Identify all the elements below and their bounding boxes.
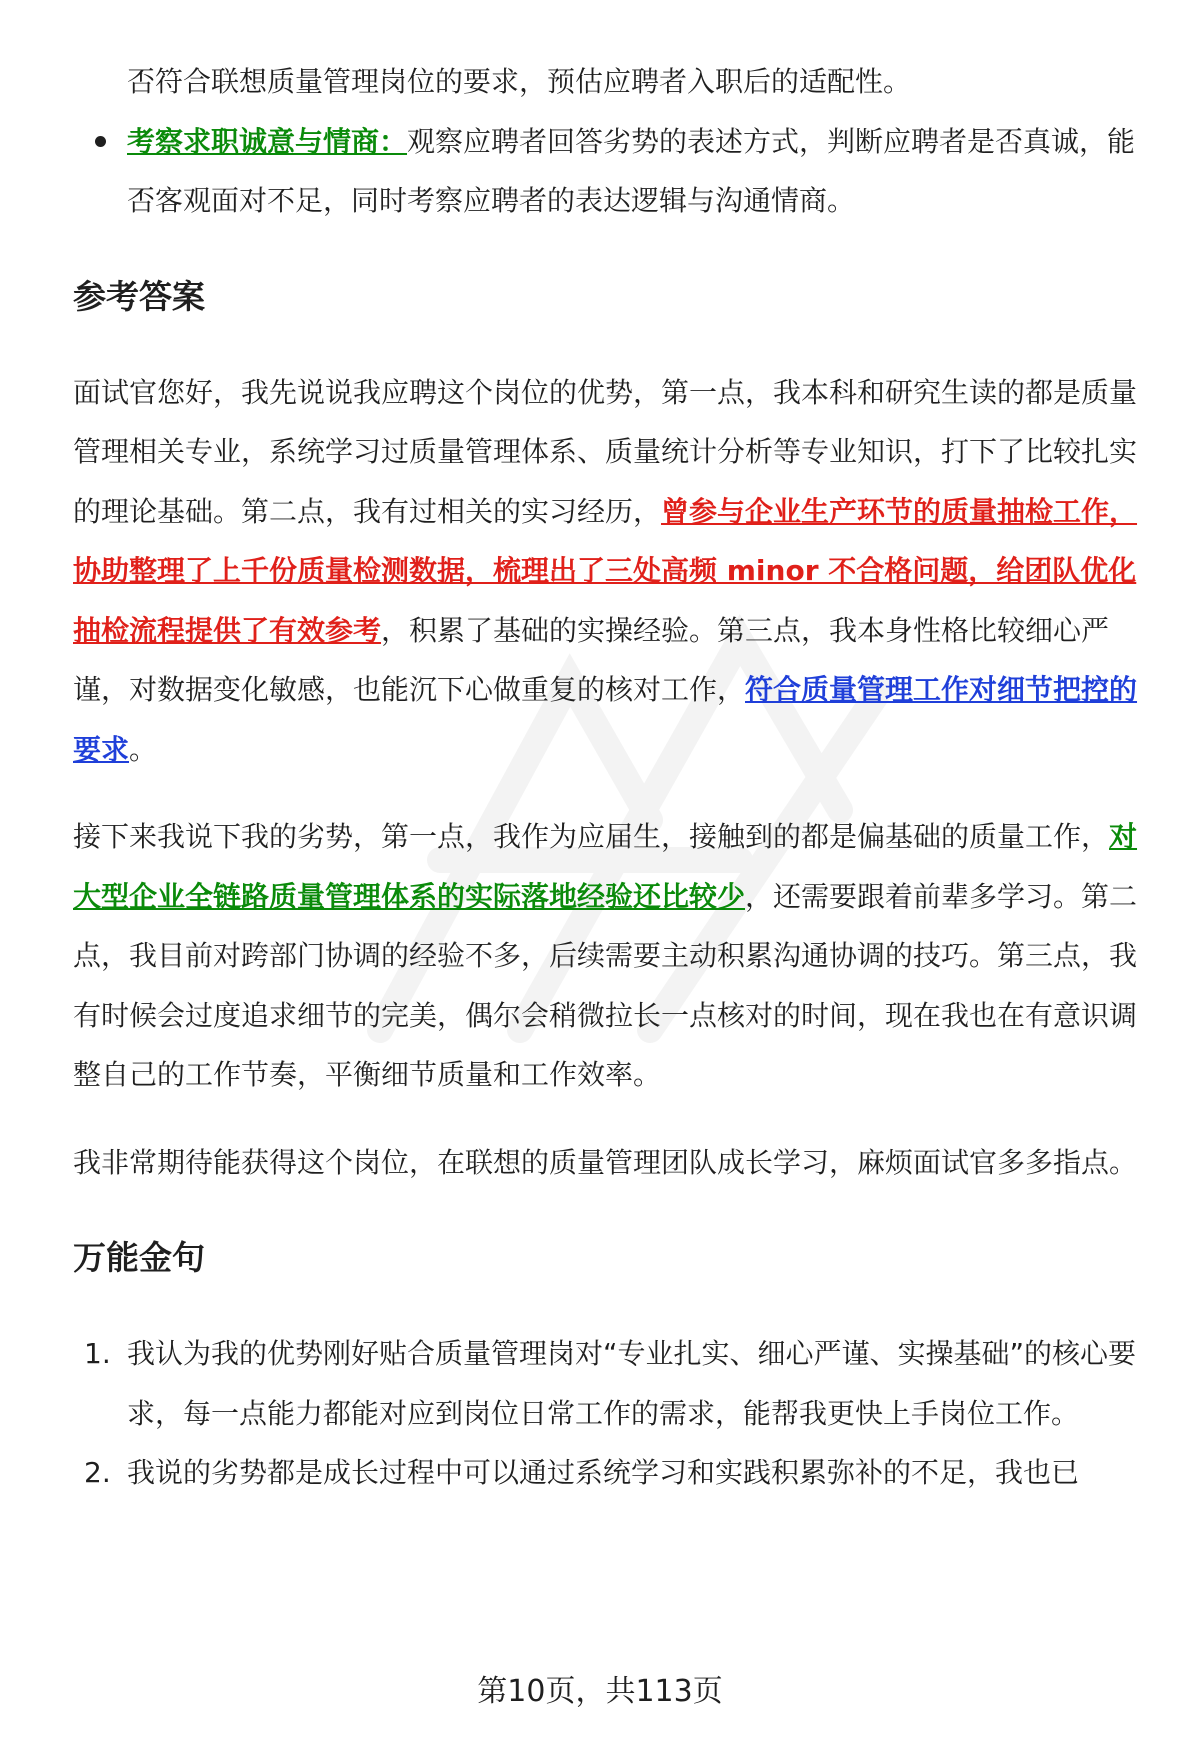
highlight-internship: 曾参与企业生产环节的质量抽检工作，协助整理了上千份质量检测数据，梳理出了三处高频 minor 不合格问题，给团队优化抽检流程提供了有效参考 <box>73 494 1138 647</box>
section-heading-answer: 参考答案 <box>73 276 205 316</box>
answer-text: 面试官您好，我先说说我应聘这个岗位的优势，第一点，我本科和研究生读的都是质量管理相关专业，系统学习过质量管理体系、质量统计分析等专业知识，打下了比较扎实的理论基础。第二点，我有过相关的实习经历， <box>73 375 1138 528</box>
bullet-text: 观察应聘者回答劣势的表述方式，判断应聘者是否真诚，能否客观面对不足，同时考察应聘者的表达逻辑与沟通情商。 <box>127 124 1136 217</box>
section-heading-golden: 万能金句 <box>73 1238 205 1277</box>
bullet-label: 考察求职诚意与情商： <box>127 124 408 158</box>
answer-text: ，还需要跟着前辈多学习。第二点，我目前对跨部门协调的经验不多，后续需要主动积累沟通协调的技巧。第三点，我有时候会过度追求细节的完美，偶尔会稍微拉长一点核对的时间，现在我也在有意识调整自己的工作节奏，平衡细节质量和工作效率。 <box>73 879 1138 1091</box>
list-item <box>73 1443 1148 1503</box>
answer-text: ，积累了基础的实操经验。第三点，我本身性格比较细心严谨，对数据变化敏感，也能沉下心做重复的核对工作， <box>73 613 1110 706</box>
document-body <box>73 52 1148 1503</box>
answer-text: 接下来我说下我的劣势，第一点，我作为应届生，接触到的都是偏基础的质量工作， <box>73 820 1110 853</box>
highlight-weakness: 对大型企业全链路质量管理体系的实际落地经验还比较少 <box>73 820 1138 913</box>
answer-paragraph-closing: 我非常期待能获得这个岗位，在联想的质量管理团队成长学习，麻烦面试官多多指点。 <box>73 1145 1138 1179</box>
page-footer: 第10页，共113页 <box>477 1674 723 1709</box>
answer-paragraph-weaknesses <box>73 807 1148 1105</box>
answer-text: 。 <box>129 732 158 766</box>
answer-paragraph-strengths <box>73 363 1148 780</box>
list-item <box>73 1324 1148 1443</box>
highlight-detail: 符合质量管理工作对细节把控的要求 <box>73 673 1138 766</box>
list-number: 1. <box>84 1337 111 1370</box>
list-item-text: 我认为我的优势刚好贴合质量管理岗对“专业扎实、细心严谨、实操基础”的核心要求，每一点能力都能对应到岗位日常工作的需求，能帮我更快上手岗位工作。 <box>127 1337 1137 1430</box>
golden-list <box>73 1324 1148 1503</box>
list-number: 2. <box>84 1456 111 1489</box>
list-item <box>73 112 1148 231</box>
list-item-text: 我说的劣势都是成长过程中可以通过系统学习和实践积累弥补的不足，我也已 <box>127 1456 1080 1489</box>
criteria-list <box>73 112 1148 231</box>
intro-continuation: 否符合联想质量管理岗位的要求，预估应聘者入职后的适配性。 <box>127 65 912 98</box>
